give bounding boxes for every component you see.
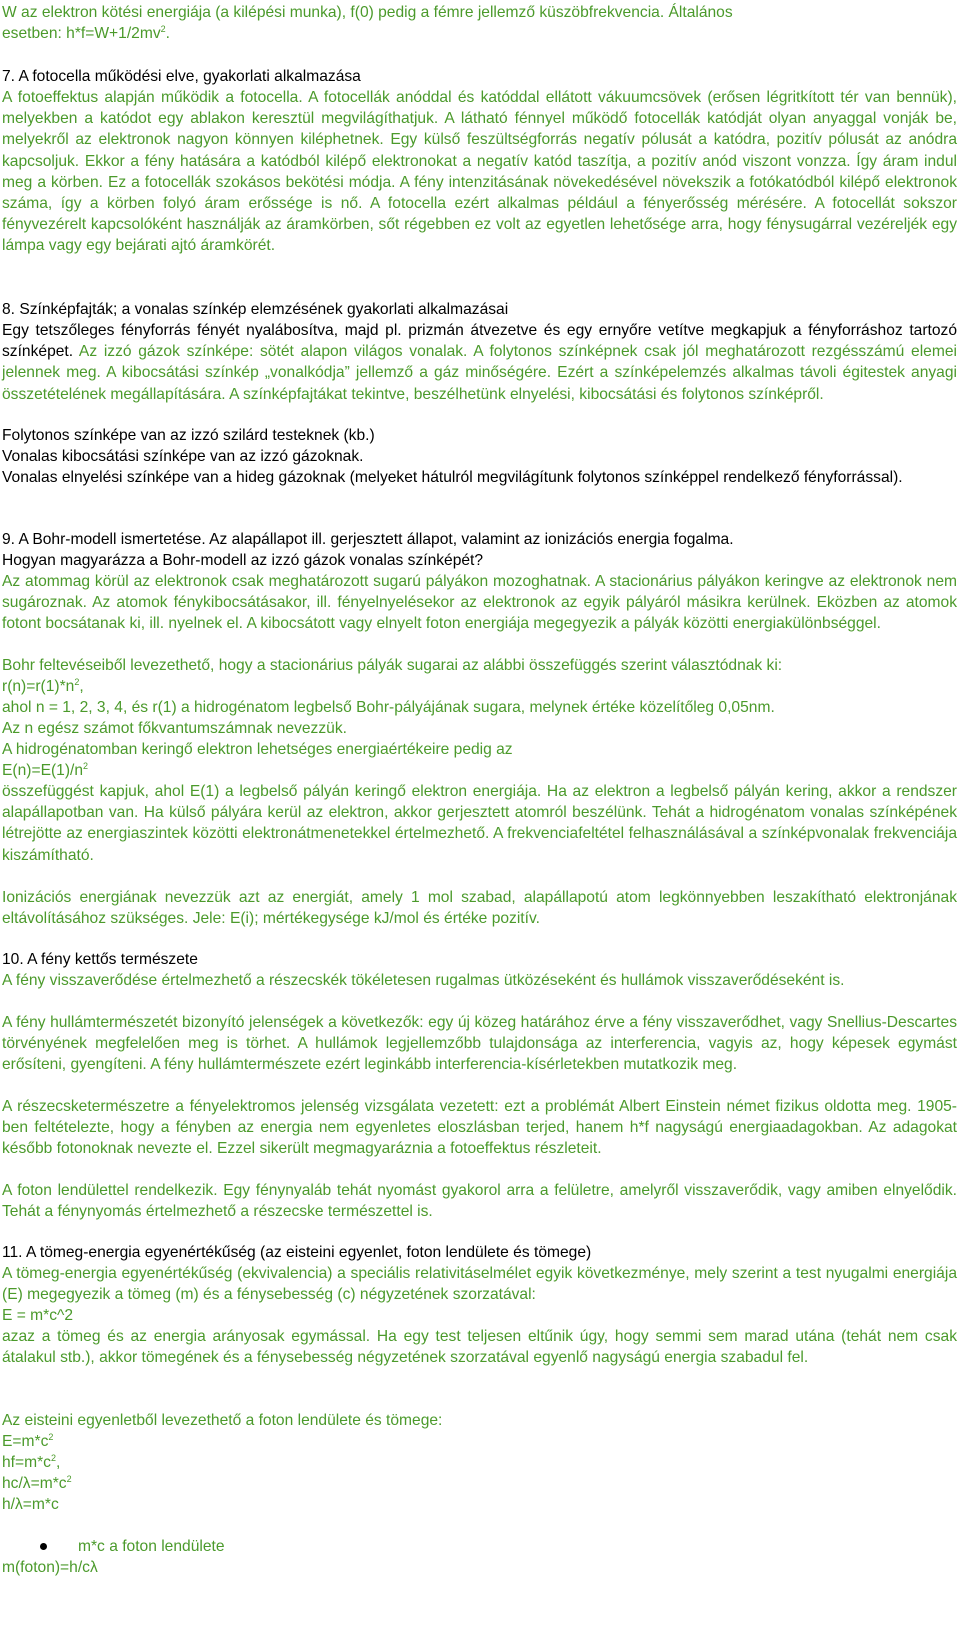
section-11-equation-4: h/λ=m*c: [2, 1496, 59, 1513]
superscript: 2: [83, 761, 89, 771]
section-8-line-emission: Vonalas kibocsátási színképe van az izzó gázoknak.: [2, 448, 364, 465]
section-9-paragraph-1: Az atommag körül az elektronok csak meghatározott sugarú pályákon mozoghatnak. A stacionárius pályákon keringve az elektronok nem sugároznak. Az atomok fénykibocsátásakor, ill. fényelnyelésekor az elektronok az egyik pályáról másikra kerülnek. Eközben az atomok fotont bocsátanak ki, ill. nyelnek el. A kibocsátott vagy elnyelt foton energiája megegyezik a pályák közötti energiakülönbséggel.: [2, 573, 957, 633]
section-7-body: [2, 87, 957, 257]
formula-text: E(n)=E(1)/n: [2, 762, 84, 779]
section-9-paragraph-2: Bohr feltevéseiből levezethető, hogy a stacionárius pályák sugarai az alábbi összefüggés szerint választódnak ki:: [2, 657, 783, 674]
section-11-equation-3: [2, 1473, 957, 1494]
punctuation: .: [165, 25, 170, 43]
section-11-photon-mass: m(foton)=h/cλ: [2, 1559, 98, 1576]
section-10-paragraph-2: A fény hullámtermészetét bizonyító jelenségek a következők: egy új közeg határához érve a fény visszaverődhet, vagy Snellius-Descartes törvényének megfelelően meg is törhet. A hullámok legjellemzőbb tulajdonsága az interferencia, vagyis az, hogy képesek egymást erősíteni, gyengíteni. A fény hullámtermészete ezért leginkább interferencia-kísérletekben mutatkozik meg.: [2, 1014, 957, 1074]
bullet-icon: [40, 1543, 47, 1550]
section-9-formula-energy: [2, 760, 957, 781]
section-10-paragraph-4: A foton lendülettel rendelkezik. Egy fénynyaláb tehát nyomást gyakorol arra a felületre, amelyről visszaverődik, vagy amiben elnyelődik. Tehát a fénynyomás értelmezhető a részecske természettel is.: [2, 1182, 957, 1221]
section-7-heading: 7. A fotocella működési elve, gyakorlati alkalmazása: [2, 68, 361, 85]
section-8-lead: Egy tetszőleges fényforrás fényét nyalábosítva, majd pl. prizmán átvezetve és egy ernyőre vetítve megkapjuk a fényforráshoz tartozó színképet.: [2, 322, 957, 361]
superscript: 2: [74, 677, 80, 687]
formula-text: E=m*c: [2, 1433, 49, 1450]
section-9-heading: 9. A Bohr-modell ismertetése. Az alapállapot ill. gerjesztett állapot, valamint az ionizációs energia fogalma.: [2, 531, 734, 548]
punctuation: ,: [55, 1454, 61, 1471]
section-9-paragraph-5: A hidrogénatomban keringő elektron lehetséges energiaértékeire pedig az: [2, 741, 513, 758]
list-item-text: m*c a foton lendülete: [78, 1538, 225, 1555]
section-8-text: Az izzó gázok színképe: sötét alapon világos vonalak. A folytonos színképnek csak jól meghatározott rezgésszámú elemei jelennek meg. A kibocsátási színkép „vonalkódja” jellemző a gáz minőségére. Ezért a színképelemzés alkalmas távoli égitestek anyagi összetételének megállapítására. A színképfajtákat tekintve, beszélhetünk elnyelési, kibocsátási és folytonos színképről.: [2, 343, 957, 403]
section-9-formula-radius: [2, 676, 957, 697]
section-7-text: A fotocellák anóddal és katóddal ellátott vákuumcsövek (erősen légritkított tér van bennük), melyekben a katódot egy ablakon keresztül megvilágíthatjuk. A látható fénnyel működő fotocellák katódját olyan anyaggal vonják be, melyekről az elektronok nagyon könnyen kiléphetnek. Egy külső feszültségforrás negatív pólusát a katódra, pozitív pólusát az anódra kapcsoljuk. Ekkor a fény hatására a katódból kilépő elektronokat a negatív katód taszítja, a pozitív anód viszont vonzza. Így áram indul meg a körben. Ez a fotocellák szokásos bekötési módja. A fény intenzitásának növekedésével növekszik a fotókatódból kilépő elektronok száma, így a körben folyó áram erőssége is nő. A fotocella ezért alkalmas például a fényerősség mérésére. A fotocellát sokszor fényvezérelt kapcsolóként használják az áramkörben, sőt régebben ez volt az egyetlen lehetősége arra, hogy fénysugárral vezéreljék egy lámpa vagy egy bejárati ajtó áramkörét.: [2, 89, 957, 255]
section-9-paragraph-4: Az n egész számot főkvantumszámnak nevezzük.: [2, 720, 347, 737]
section-9-paragraph-3: ahol n = 1, 2, 3, 4, és r(1) a hidrogénatom legbelső Bohr-pályájának sugara, melynek értéke közelítőleg 0,05nm.: [2, 699, 775, 716]
section-11-paragraph-1: A tömeg-energia egyenértékűség (ekvivalencia) a speciális relativitáselmélet egyik következménye, mely szerint a test nyugalmi energiája (E) megegyezik a tömeg (m) és a fénysebesség (c) négyzetének szorzatával:: [2, 1265, 957, 1304]
formula-text: r(n)=r(1)*n: [2, 678, 75, 695]
formula-text: hf=m*c: [2, 1454, 51, 1471]
section-11-formula: E = m*c^2: [2, 1307, 74, 1324]
section-10-heading: 10. A fény kettős természete: [2, 951, 198, 968]
superscript: 2: [66, 1474, 72, 1484]
section-8-line-absorption: Vonalas elnyelési színképe van a hideg gázoknak (melyeket hátulról megvilágítunk folytonos színképpel rendelkező fényforrással).: [2, 469, 903, 486]
punctuation: ,: [79, 678, 84, 695]
section-11-equation-1: [2, 1431, 957, 1452]
superscript: 2: [50, 1453, 56, 1463]
superscript: 2: [160, 24, 166, 35]
section-9-subheading: Hogyan magyarázza a Bohr-modell az izzó gázok vonalas színképét?: [2, 552, 484, 569]
section-11-paragraph-2: azaz a tömeg és az energia arányosak egymással. Ha egy test teljesen eltűnik úgy, hogy semmi sem marad utána (tehát nem csak átalakul stb.), akkor tömegének és a fénysebesség négyzetének szorzatával egyenlő nagyságú energia szabadul fel.: [2, 1328, 957, 1367]
intro-formula: esetben: h*f=W+1/2mv: [2, 25, 161, 43]
section-8-body: [2, 320, 957, 405]
superscript: 2: [48, 1432, 54, 1442]
section-8-line-continuous: Folytonos színképe van az izzó szilárd testeknek (kb.): [2, 427, 375, 444]
formula-text: hc/λ=m*c: [2, 1475, 67, 1492]
section-7-lead: A fotoeffektus alapján működik a fotocella.: [2, 89, 309, 106]
section-8-heading: 8. Színképfajták; a vonalas színkép elemzésének gyakorlati alkalmazásai: [2, 301, 509, 318]
section-11-heading: 11. A tömeg-energia egyenértékűség (az eisteini egyenlet, foton lendülete és tömege): [2, 1244, 592, 1261]
intro-text: W az elektron kötési energiája (a kilépési munka), f(0) pedig a fémre jellemző küszöbfrekvencia. Általános: [2, 4, 733, 21]
section-9-paragraph-6: összefüggést kapjuk, ahol E(1) a legbelső pályán keringő elektron energiája. Ha az elektron a legbelső pályán kering, akkor a rendszer alapállapotban van. Ha külső pályára kerül az elektron, akkor gerjesztett atomról beszélünk. Tehát a hidrogénatom vonalas színképének létrejötte az energiaszintek közötti elektronátmenetekkel értelmezhető. A frekvenciafeltétel felhasználásával a színképvonalak frekvenciája kiszámítható.: [2, 783, 957, 864]
intro-paragraph: [2, 2, 957, 44]
section-10-paragraph-1: A fény visszaverődése értelmezhető a részecskék tökéletesen rugalmas ütközéseként és hullámok visszaverődéseként is.: [2, 972, 845, 989]
section-11-paragraph-3: Az eisteini egyenletből levezethető a foton lendülete és tömege:: [2, 1412, 443, 1429]
section-10-paragraph-3: A részecsketermészetre a fényelektromos jelenség vizsgálata vezetett: ezt a problémát Albert Einstein német fizikus oldotta meg. 1905-ben feltételezte, hogy a fényben az energia nem egyenletes eloszlásban terjed, hanem h*f nagyságú energiaadagokban. Az adagokat később fotonoknak nevezte el. Ezzel sikerült megmagyaráznia a fotoeffektus részleteit.: [2, 1098, 957, 1158]
section-11-equation-2: [2, 1452, 957, 1473]
section-9-paragraph-ionization: Ionizációs energiának nevezzük azt az energiát, amely 1 mol szabad, alapállapotú atom legkönnyebben leszakítható elektronjának eltávolításához szükséges. Jele: E(i); mértékegysége kJ/mol és értéke pozitív.: [2, 889, 957, 928]
